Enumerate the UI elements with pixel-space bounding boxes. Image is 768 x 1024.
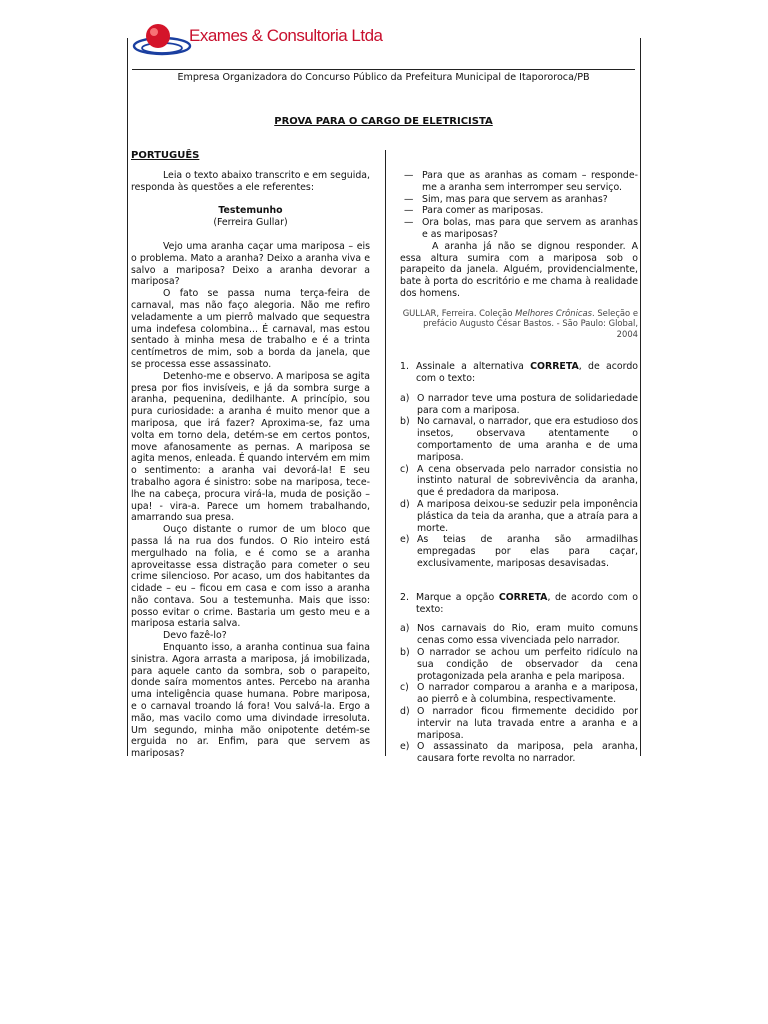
paragraph: Detenho-me e observo. A mariposa se agita presa por fios invisíveis, e já da sombra surge a aranha, pequenina, dedilhante. A princípio, sou pura curiosidade: a aranha é muito menor que a mariposa, que irá fazer? Aproxima-se, faz uma volta em torno dela, detém-se em certos pontos, move afanosamente as pernas. A mariposa se agita menos, enleada. É quando intervém em mim o sentimento: a aranha vai devorá-la! E seu trabalho agora é sinistro: sobe na mariposa, tece-lhe na cabeça, procura virá-la, muda de posição – upa! - vira-a. Parece um homem trabalhando, amarrando sua presa. bbox=[131, 370, 370, 524]
text-author: (Ferreira Gullar) bbox=[213, 217, 288, 229]
q2-option-c[interactable]: c) O narrador comparou a aranha e a mariposa, ao pierrô e à columbina, respectivamente. bbox=[400, 682, 638, 706]
dialogue-line: — Ora bolas, mas para que servem as aranhas e as mariposas? bbox=[404, 217, 638, 240]
closing-paragraph: A aranha já não se dignou responder. A essa altura sumira com a mariposa sob o parapeito da janela. Alguém, providencialmente, bate à porta do escritório e me chama à realidade dos homens. bbox=[400, 240, 638, 299]
paragraph: Vejo uma aranha caçar uma mariposa – eis o problema. Mato a aranha? Deixo a aranha viva e salvo a mariposa? Deixo a aranha devorar a mariposa? bbox=[131, 240, 370, 288]
q1-option-d[interactable]: d) A mariposa deixou-se seduzir pela imponência plástica da teia da aranha, que a atraía para a morte. bbox=[400, 499, 638, 534]
right-border-line bbox=[640, 38, 641, 756]
q1-option-c[interactable]: c) A cena observada pelo narrador consistia no instinto natural de sobrevivência da aranha, que é predadora da mariposa. bbox=[400, 463, 638, 499]
dialogue-line: — Sim, mas para que servem as aranhas? bbox=[404, 193, 608, 205]
organizer-line: Empresa Organizadora do Concurso Público da Prefeitura Municipal de Itapororoca/PB bbox=[177, 72, 590, 83]
paragraph: Enquanto isso, a aranha continua sua faina sinistra. Agora arrasta a mariposa, já imobilizada, para aquele canto da sombra, sob o parapeito, donde saíra momentos antes. Percebo na aranha uma inteligência quase humana. Pobre mariposa, e o carnaval troando lá fora! Vou salvá-la. Ergo a mão, mas vacilo como uma divindade irresoluta. Um segundo, minha mão onipotente detém-se erguida no ar. Enfim, para que servem as mariposas? bbox=[131, 642, 370, 760]
q1-option-b[interactable]: b) No carnaval, o narrador, que era estudioso dos insetos, observava atentamente o comportamento de uma aranha e de uma mariposa. bbox=[400, 416, 638, 463]
header-rule bbox=[132, 69, 635, 70]
q2-option-a[interactable]: a) Nos carnavais do Rio, eram muito comuns cenas como essa vivenciada pelo narrador. bbox=[400, 623, 638, 647]
question-2: 2. Marque a opção CORRETA, de acordo com o texto: bbox=[400, 591, 638, 615]
paragraph: Ouço distante o rumor de um bloco que passa lá na rua dos fundos. O Rio inteiro está mergulhado na folia, e é como se a aranha aproveitasse essa distração para cometer o seu crime silencioso. Por acaso, um dos habitantes da cidade – eu – ficou em casa e com isso a aranha não contava. Sou a testemunha. Mais que isso: posso evitar o crime. Bastaria um gesto meu e a mariposa estaria salva. bbox=[131, 524, 370, 630]
question-1: 1. Assinale a alternativa CORRETA, de acordo com o texto: bbox=[400, 361, 639, 385]
text-title: Testemunho bbox=[218, 205, 283, 217]
right-column bbox=[400, 170, 638, 765]
column-divider-line bbox=[385, 150, 386, 756]
dialogue-line: — Para comer as mariposas. bbox=[404, 205, 544, 217]
company-name: Exames & Consultoria Ltda bbox=[189, 26, 383, 45]
left-column bbox=[131, 150, 370, 760]
paragraph: O fato se passa numa terça-feira de carnaval, mas não faço alegoria. Não me refiro veladamente a um pierrô malvado que sequestra uma indefesa colombina... É carnaval, mas estou sentado à minha mesa de trabalho e é a trinta centímetros de mim, sob a borda da janela, que se processa esse assassinato. bbox=[131, 288, 370, 370]
exam-title: PROVA PARA O CARGO DE ELETRICISTA bbox=[274, 116, 493, 127]
source-citation: GULLAR, Ferreira. Coleção Melhores Crônicas. Seleção e prefácio Augusto César Bastos. - São Paulo: Global, 2004 bbox=[402, 307, 638, 339]
q1-option-a[interactable]: a) O narrador teve uma postura de solidariedade para com a mariposa. bbox=[400, 392, 638, 416]
intro-text: Leia o texto abaixo transcrito e em seguida, responda às questões a ele referentes: bbox=[131, 169, 370, 193]
q2-option-d[interactable]: d) O narrador ficou firmemente decidido por intervir na luta travada entre a aranha e a mariposa. bbox=[400, 705, 638, 741]
q2-option-e[interactable]: e) O assassinato da mariposa, pela aranha, causara forte revolta no narrador. bbox=[400, 741, 638, 765]
section-heading: PORTUGUÊS bbox=[131, 150, 200, 161]
left-border-line bbox=[127, 38, 128, 756]
dialogue-line: — Para que as aranhas as comam – responde-me a aranha sem interromper seu serviço. bbox=[404, 170, 638, 193]
q2-option-b[interactable]: b) O narrador se achou um perfeito ridículo na sua condição de observador da cena protagonizada pela aranha e pela mariposa. bbox=[400, 647, 638, 682]
paragraph: Devo fazê-lo? bbox=[163, 630, 227, 642]
q1-option-e[interactable]: e) As teias de aranha são armadilhas empregadas por elas para caçar, exclusivamente, mariposas desavisadas. bbox=[400, 534, 638, 570]
